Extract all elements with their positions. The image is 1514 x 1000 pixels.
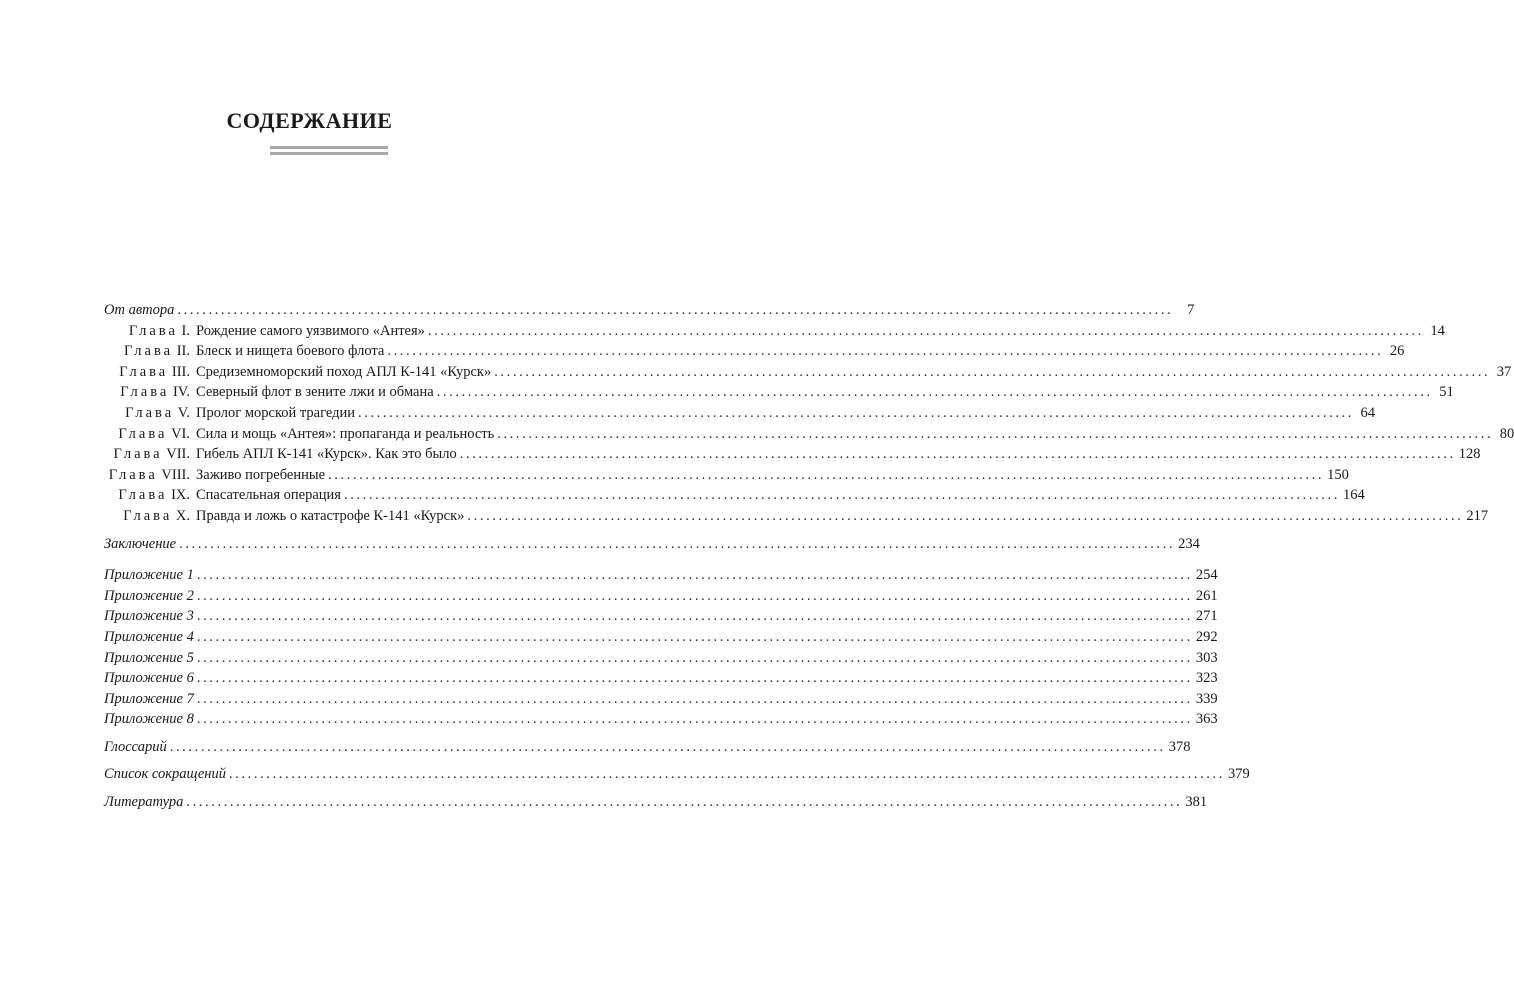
dot-leader — [197, 586, 1193, 607]
page-title: СОДЕРЖАНИЕ — [226, 108, 393, 133]
toc-entry-label: Блеск и нищета боевого флота — [196, 343, 385, 360]
chapter-number: IX. — [171, 487, 190, 504]
toc-page-number: 164 — [1342, 487, 1365, 504]
dot-leader — [328, 465, 1324, 486]
chapter-word: Глава — [120, 384, 170, 401]
chapter-number: V. — [177, 404, 190, 421]
toc-page-number: 51 — [1439, 384, 1454, 401]
chapter-prefix — [104, 444, 196, 465]
dot-leader — [358, 403, 1354, 424]
toc-entry-chapter[interactable] — [104, 465, 1349, 486]
dot-leader — [197, 668, 1193, 689]
dot-leader — [387, 341, 1383, 362]
toc-entry-label: Заключение — [104, 535, 177, 552]
toc-entry-appendix[interactable] — [104, 709, 1218, 730]
chapter-prefix — [104, 424, 196, 445]
toc-page-number: 254 — [1195, 567, 1218, 584]
dot-leader — [197, 709, 1193, 730]
toc-entry-label: Сила и мощь «Антея»: пропаганда и реальность — [196, 425, 495, 442]
toc-entry-label: Пролог морской трагедии — [196, 404, 355, 421]
toc-entry-label: От автора — [104, 302, 175, 318]
toc-page-number: 379 — [1227, 766, 1250, 783]
toc-entry-label: Заживо погребенные — [196, 466, 326, 483]
chapter-number: VII. — [166, 446, 190, 463]
dot-leader — [197, 648, 1193, 669]
dot-leader — [460, 444, 1456, 465]
toc-entry-appendix[interactable] — [104, 648, 1218, 669]
toc-entry-chapter[interactable] — [104, 424, 1514, 445]
toc-page-number: 292 — [1195, 628, 1218, 645]
chapter-word: Глава — [124, 343, 174, 360]
toc-entry-chapter[interactable] — [104, 506, 1489, 527]
underline-rule-bottom — [270, 152, 388, 155]
toc-entry-label: Средиземноморский поход АПЛ К-141 «Курск» — [196, 363, 492, 380]
chapter-prefix — [104, 341, 196, 362]
dot-leader — [494, 362, 1490, 383]
toc-page-number: 323 — [1195, 670, 1218, 687]
toc-entry-label: Правда и ложь о катастрофе К-141 «Курск» — [196, 507, 465, 524]
chapter-prefix — [104, 321, 196, 342]
toc-page-number: 80 — [1499, 425, 1514, 442]
toc-page-number: 339 — [1195, 690, 1218, 707]
chapter-number: IV. — [172, 384, 190, 401]
dot-leader — [437, 382, 1433, 403]
toc-entry-label: Список сокращений — [104, 766, 226, 783]
chapter-prefix — [104, 485, 196, 506]
toc-page-number: 234 — [1178, 535, 1200, 552]
title-underline — [270, 146, 388, 158]
toc-page-number: 64 — [1360, 404, 1375, 421]
toc-entry-chapter[interactable] — [104, 382, 1454, 403]
toc-entry-label: Приложение 2 — [104, 587, 194, 604]
chapter-number: VIII. — [161, 466, 190, 483]
chapter-word: Глава — [118, 487, 168, 504]
toc-entry-appendix[interactable] — [104, 586, 1218, 607]
dot-leader — [197, 627, 1193, 648]
toc-entry-label: Приложение 5 — [104, 649, 194, 666]
toc-entry-chapter[interactable] — [104, 321, 1445, 342]
toc-entry-glossary[interactable] — [104, 737, 1191, 758]
toc-entry-label: Спасательная операция — [196, 487, 341, 504]
toc-page-number: 217 — [1466, 507, 1489, 524]
table-of-contents — [104, 300, 1514, 813]
chapter-prefix — [104, 382, 196, 403]
chapters-list — [104, 321, 1514, 527]
chapter-word: Глава — [118, 425, 168, 442]
dot-leader — [229, 764, 1225, 785]
toc-entry-appendix[interactable] — [104, 668, 1218, 689]
chapter-prefix — [104, 465, 196, 486]
toc-page-number: 261 — [1195, 587, 1218, 604]
chapter-prefix — [104, 403, 196, 424]
chapter-word: Глава — [123, 507, 173, 524]
chapter-word: Глава — [119, 363, 169, 380]
toc-entry-chapter[interactable] — [104, 341, 1405, 362]
chapter-word: Глава — [128, 322, 178, 339]
toc-page-number: 271 — [1195, 608, 1218, 625]
toc-entry-label: Приложение 1 — [104, 567, 194, 584]
chapter-number: X. — [175, 507, 190, 524]
toc-entry-label: Приложение 4 — [104, 628, 194, 645]
underline-rule-top — [270, 146, 388, 149]
toc-entry-literature[interactable] — [104, 792, 1208, 813]
toc-page-number: 378 — [1168, 738, 1191, 755]
chapter-number: I. — [181, 322, 190, 339]
chapter-word: Глава — [125, 404, 175, 421]
toc-entry-appendix[interactable] — [104, 565, 1218, 586]
dot-leader — [186, 792, 1182, 813]
toc-entry-abbreviations[interactable] — [104, 764, 1250, 785]
chapter-number: VI. — [171, 425, 190, 442]
chapter-word: Глава — [108, 466, 158, 483]
toc-entry-appendix[interactable] — [104, 689, 1218, 710]
dot-leader — [197, 565, 1193, 586]
toc-entry-conclusion[interactable] — [104, 534, 1200, 555]
toc-entry-label: Приложение 8 — [104, 711, 194, 728]
dot-leader — [467, 506, 1463, 527]
toc-page-number: 26 — [1389, 343, 1405, 360]
toc-page-number: 7 — [1187, 302, 1195, 318]
toc-entry-chapter[interactable] — [104, 485, 1365, 506]
toc-page-number: 37 — [1496, 363, 1512, 380]
toc-entry-label: Рождение самого уязвимого «Антея» — [196, 322, 425, 339]
toc-entry-chapter[interactable] — [104, 444, 1481, 465]
dot-leader — [177, 300, 1173, 321]
chapter-number: III. — [171, 363, 190, 380]
toc-entry-label: Северный флот в зените лжи и обмана — [196, 384, 434, 401]
toc-entry-label: Гибель АПЛ К-141 «Курск». Как это было — [196, 446, 457, 463]
toc-entry-label: Приложение 7 — [104, 690, 194, 707]
toc-entry-label: Глоссарий — [104, 738, 167, 755]
chapter-prefix — [104, 506, 196, 527]
dot-leader — [197, 606, 1193, 627]
dot-leader — [170, 737, 1166, 758]
toc-entry-chapter[interactable] — [104, 403, 1375, 424]
dot-leader — [197, 689, 1193, 710]
dot-leader — [428, 321, 1424, 342]
toc-page-number: 381 — [1185, 794, 1208, 811]
toc-page-number: 363 — [1195, 711, 1218, 728]
dot-leader — [497, 424, 1493, 445]
toc-page-number: 128 — [1458, 446, 1481, 463]
chapter-prefix — [104, 362, 196, 383]
toc-entry-label: Приложение 6 — [104, 670, 194, 687]
toc-entry-chapter[interactable] — [104, 362, 1512, 383]
dot-leader — [344, 485, 1340, 506]
appendices-list — [104, 565, 1218, 730]
toc-page-number: 14 — [1430, 322, 1445, 339]
toc-entry-label: Приложение 3 — [104, 608, 194, 625]
toc-entry-label: Литература — [104, 794, 184, 811]
toc-entry-appendix[interactable] — [104, 606, 1218, 627]
toc-page-number: 303 — [1195, 649, 1218, 666]
chapter-number: II. — [176, 343, 190, 360]
toc-entry-intro[interactable] — [104, 300, 1195, 321]
dot-leader — [179, 534, 1175, 555]
toc-entry-appendix[interactable] — [104, 627, 1218, 648]
chapter-word: Глава — [113, 446, 163, 463]
toc-page-number: 150 — [1327, 466, 1349, 483]
